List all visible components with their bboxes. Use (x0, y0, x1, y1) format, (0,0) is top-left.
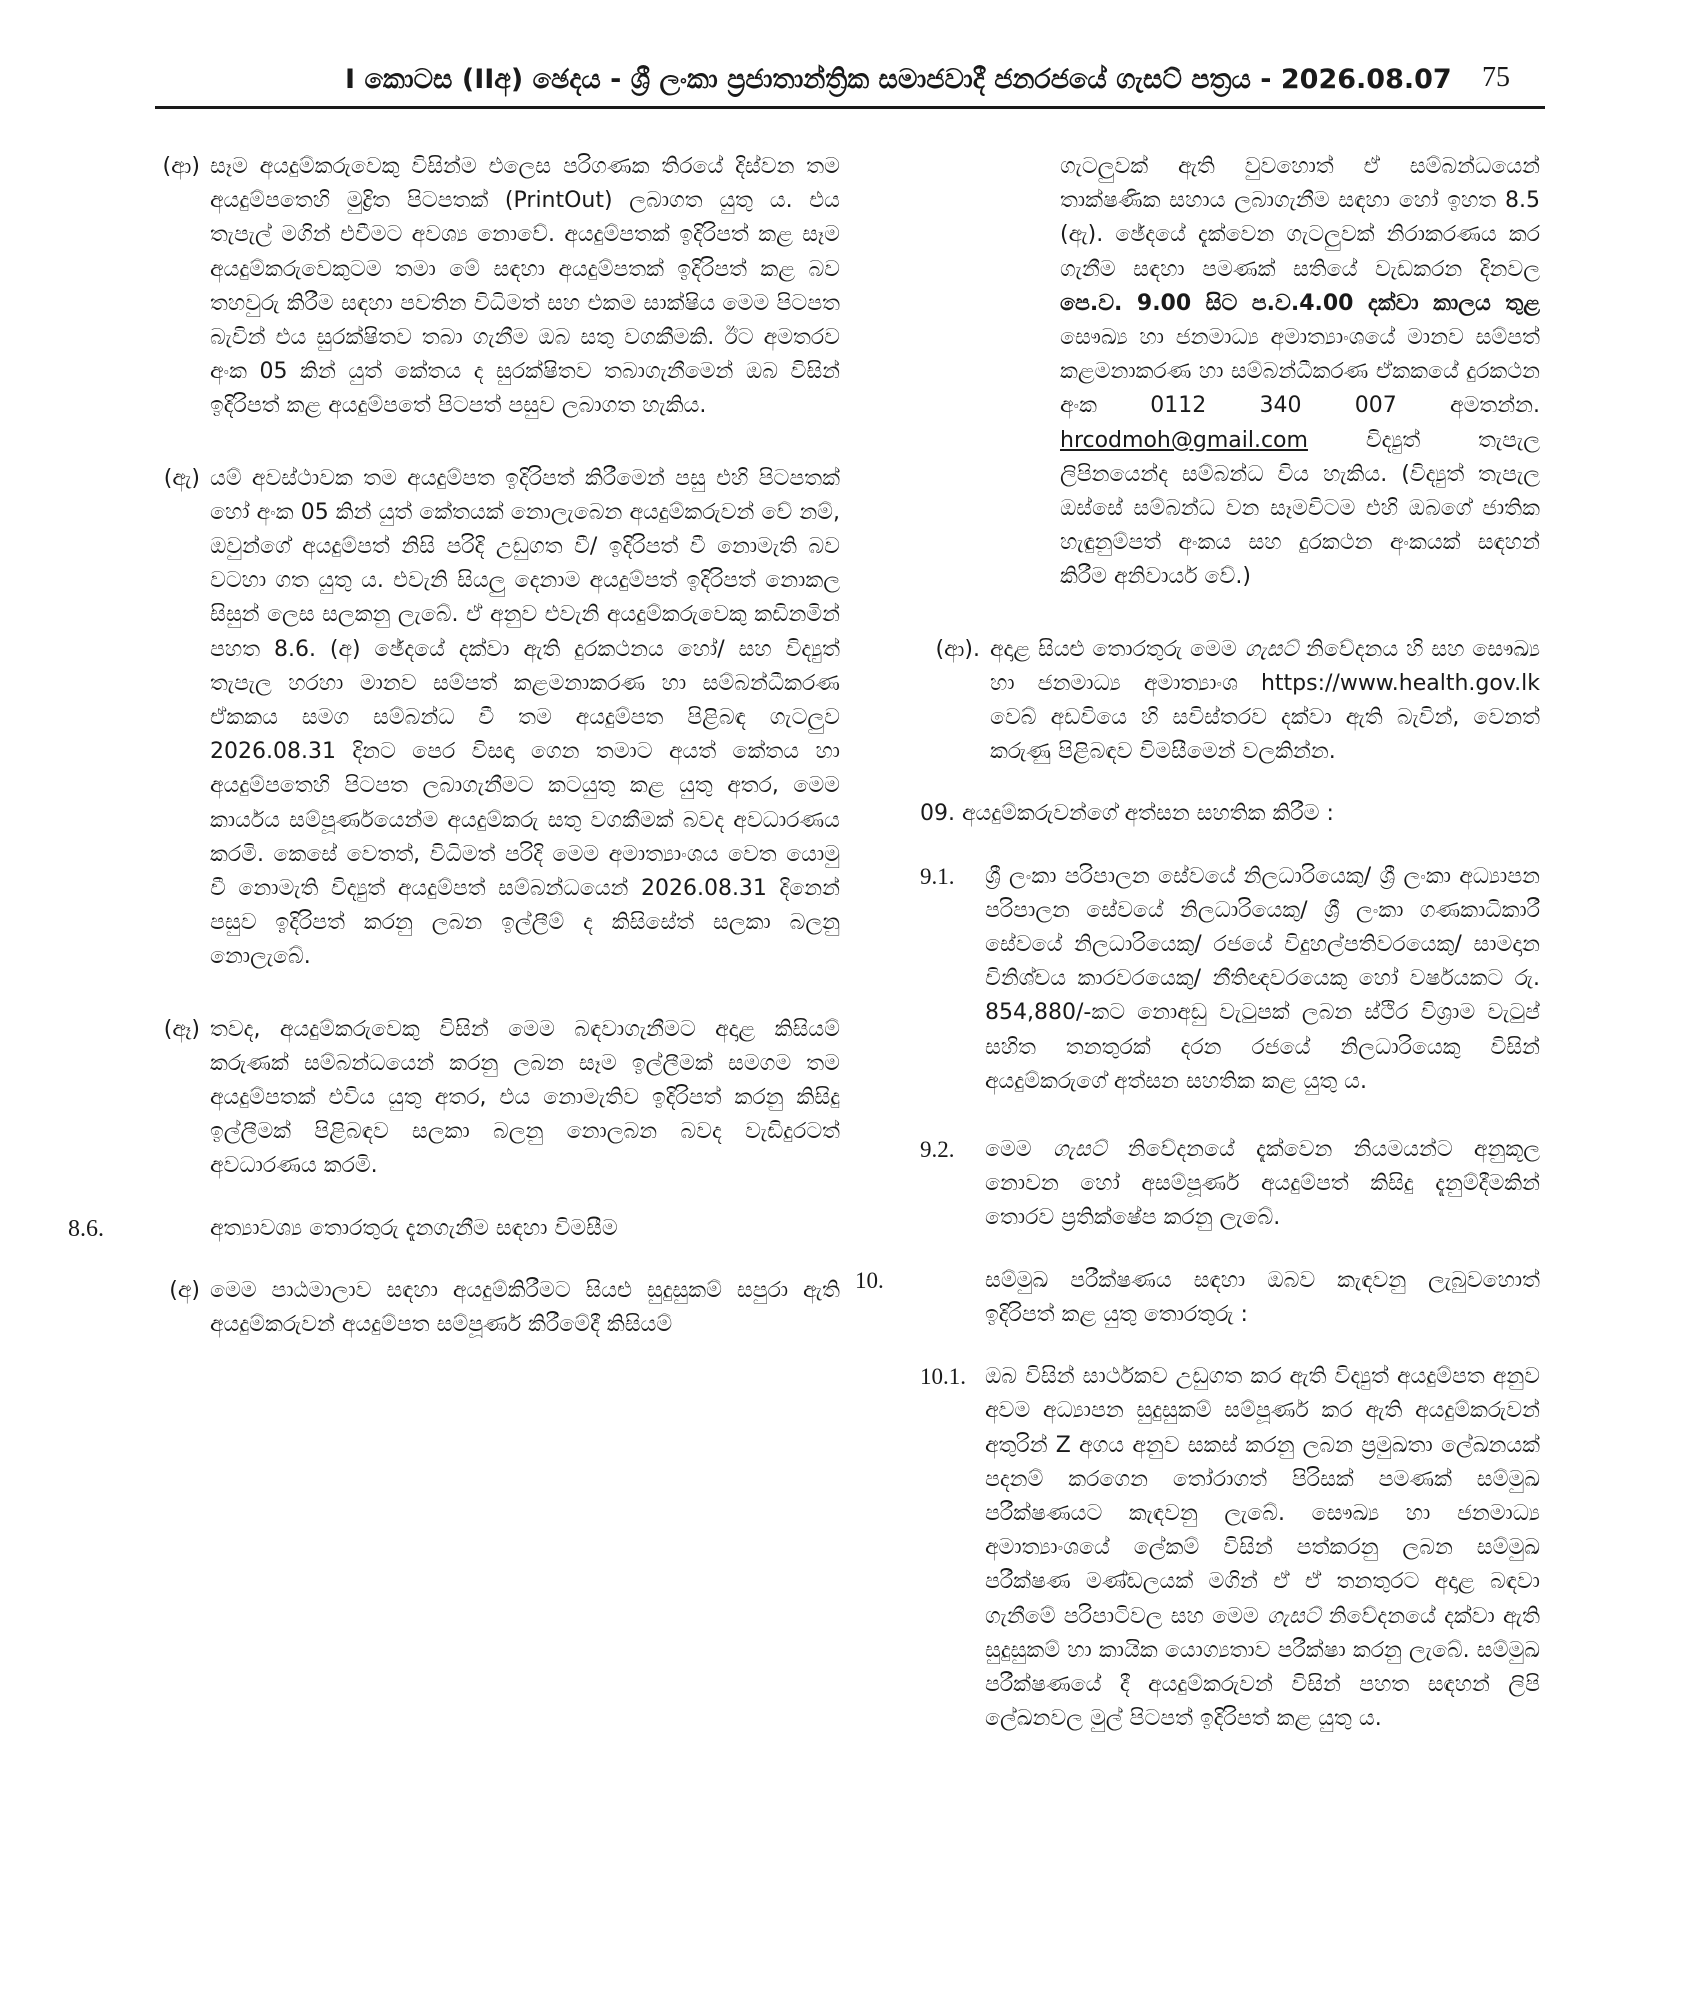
section-title: අත්‍යාවශ්‍ය තොරතුරු දැනගැනීම සඳහා විමසීම (210, 1215, 618, 1241)
section-number: 8.6. (68, 1215, 104, 1242)
clause-label: (ඈ) (163, 1016, 200, 1042)
text-run: මෙම (985, 1137, 1053, 1163)
item-text: ශ්‍රී ලංකා පරිපාලන සේවයේ නිලධාරියෙකු/ ශ්‍රී ලංකා අධ්‍යාපන පරිපාලන සේවයේ නිලධාරියෙකු/ ශ්‍රී ලංකා ගණකාධිකාරී සේවයේ නිලධාරියෙකු/ රජයේ විදුහල්පතිවරයෙකු/ සාමදාන විනිශ්චය කාරවරයෙකු/ නීතිඥවරයෙකු හෝ වර්ෂයකට රු. 854,880/-කට නොඅඩු වැටුපක් ලබන ස්ථිර විශ්‍රාම වැටුප් සහිත තනතුරක් දරන රජයේ නිලධාරියෙකු විසින් අයදුම්කරුගේ අත්සන සහතික කළ යුතු ය. (985, 863, 1540, 1094)
clause-label: (ආ) (162, 154, 200, 179)
section-number: 10. (855, 1267, 884, 1293)
clause-text: මෙම පාඨමාලාව සඳහා අයදුම්කිරීමට සියළු සුදුසුකම් සපුරා ඇති අයදුම්කරුවන් අයදුම්පත සම්පූර්ණ කිරීමේදී කිසියම් (210, 1277, 840, 1338)
clause-ae (125, 462, 840, 975)
section-10 (855, 1264, 1540, 1332)
clause-label: (ආ). (935, 636, 980, 662)
gazette-header (155, 60, 1545, 109)
left-column (68, 150, 840, 1342)
text-run: සෞඛ්‍ය හා ජනමාධ්‍ය අමාත්‍යාංශයේ මානව සම්පත් කළමනාකරණ හා සම්බන්ධීකරණ ඒකකයේ දුරකථන අංක 0112 340 007 අමතන්න. (1060, 325, 1540, 419)
item-number: 9.2. (920, 1137, 955, 1163)
item-text (985, 1133, 1540, 1236)
text-run: ගැටලුවක් ඇති වුවහොත් ඒ සම්බන්ධයෙන් තාක්ෂණික සහාය ලබාගැනීම සඳහා හෝ ඉහත 8.5 (ඇ). ඡේදයේ දැක්වෙන ගැටලුවක් නිරාකරණය කර ගැනීම සඳහා පමණක් සතියේ වැඩකරන දිනවල (1060, 154, 1540, 282)
item-9-1 (920, 860, 1540, 1099)
clause-label: (අ) (169, 1277, 200, 1303)
text-run: නිවේදනයේ දැක්වෙන නියමයන්ට අනුකූල නොවන හෝ අසම්පූර්ණ අයදුම්පත් කිසිදු දැනුම්දීමකින් තොරව ප්‍රතික්ෂේප කරනු ලැබේ. (985, 1137, 1540, 1231)
header-title: I කොටස (IIඅ) ඡෙදය - ශ්‍රී ලංකා ප්‍රජාතාන්ත්‍රික සමාජවාදී ජනරජයේ ගැසට් පත්‍රය - 2026.08.07 (345, 64, 1452, 95)
section-09-heading: 09. අයදුම්කරුවන්ගේ අත්සන සහතික කිරීම : (920, 801, 1334, 827)
office-hours: පෙ.ව. 9.00 සිට ප.ව.4.00 දක්වා කාලය තුළ (1060, 290, 1540, 316)
text-run: විද්‍යුත් තැපැල ලිපිනයෙන්ද සම්බන්ධ විය හැකිය. (විද්‍යුත් තැපැල ඔස්සේ සම්බන්ධ වන සෑමවිටම එහි ඔබගේ ජාතික හැඳුනුම්පත් අංකය සහ දුරකථන අංකයක් සඳහන් කිරීම අනිවාර්ය වේ.) (1060, 427, 1540, 590)
continuation-paragraph (920, 150, 1540, 595)
right-column (855, 150, 1541, 1736)
section-title: සම්මුඛ පරීක්ෂණය සඳහා ඔබව කැඳවනු ලැබුවහොත් ඉදිරිපත් කළ යුතු තොරතුරු : (985, 1267, 1540, 1327)
clause-label: (ඇ) (163, 465, 200, 491)
clause-aa (125, 150, 840, 424)
clause-a (125, 1274, 840, 1342)
clause-ae2 (125, 1013, 840, 1184)
text-run: ඔබ විසින් සාර්ථකව උඩුගත කර ඇති විද්‍යුත් අයදුම්පත අනුව අවම අධ්‍යාපන සුදුසුකම් සම්පූර්ණ කර ඇති අයදුම්කරුවන් අතුරින් Z අගය අනුව සකස් කරනු ලබන ප්‍රමුඛතා ලේඛනයක් පදනම් කරගෙන තෝරාගත් පිරිසක් පමණක් සම්මුඛ පරීක්ෂණයට කැඳවනු ලැබේ. සෞඛ්‍ය හා ජනමාධ්‍ය අමාත්‍යාංශයේ ලේකම් විසින් පත්කරනු ලබන සම්මුඛ පරීක්ෂණ මණ්ඩලයක් මගින් ඒ ඒ තනතුරට අදාළ බඳවා ගැනීමේ පරිපාටිවල සහ මෙම (985, 1364, 1540, 1629)
item-9-2 (920, 1133, 1540, 1236)
item-number: 10.1. (920, 1364, 966, 1390)
clause-aa-right (920, 633, 1540, 770)
continuation-text (1060, 150, 1540, 595)
gazette-word: ගැසට් (1267, 1603, 1321, 1629)
clause-text (990, 633, 1540, 770)
text-run: අදාළ සියළු තොරතුරු මෙම (990, 636, 1245, 662)
item-10-1 (920, 1360, 1540, 1736)
clause-text: යම් අවස්ථාවක තම අයදුම්පත ඉදිරිපත් කිරීමෙන් පසු එහි පිටපතක් හෝ අංක 05 කින් යුත් කේතයක් නොලැබෙන අයදුම්කරුවන් වේ නම්, ඔවුන්ගේ අයදුම්පත් නිසි පරිදි උඩුගත වී/ ඉදිරිපත් වී නොමැති බව වටහා ගත යුතු ය. එවැනි සියලු දෙනාම අයදුම්පත් ඉදිරිපත් නොකල සිසුන් ලෙස සලකනු ලැබේ. ඒ අනුව එවැනි අයදුම්කරුවෙකු කඩිනමින් පහත 8.6. (අ) ඡේදයේ දක්වා ඇති දුරකථනය හෝ/ සහ විද්‍යුත් තැපැල හරහා මානව සම්පත් කළමනාකරණ හා සම්බන්ධීකරණ ඒකකය සමග සම්බන්ධ වී තම අයදුම්පත පිළිබඳ ගැටලුව 2026.08.31 දිනට පෙර විසඳා ගෙන තමාට අයත් කේතය හා අයදුම්පතෙහි පිටපත ලබාගැනීමට කටයුතු කළ යුතු අතර, මෙම කාර්යය සම්පූර්ණයෙන්ම අයදුම්කරු සතු වගකීමක් බවද අවධාරණය කරමි. කෙසේ වෙතත්, විධිමත් පරිදි මෙම අමාත්‍යාංශය වෙත යොමු වී නොමැති විද්‍යුත් අයදුම්පත් සම්බන්ධයෙන් 2026.08.31 දිනෙන් පසුව ඉදිරිපත් කරනු ලබන ඉල්ලීම් ද කිසිසේත් සලකා බලනු නොලැබේ. (210, 465, 840, 970)
text-run: නිවේදනය හි සහ සෞඛ්‍ය හා ජනමාධ්‍ය අමාත්‍යාංශ https://www.health.gov.lk වෙබ් අඩවියෙ හි සවිස්තරව දක්වා ඇති බැවින්, වෙනත් කරුණු පිළිබඳව විමසීමෙන් වලකින්න. (990, 636, 1541, 765)
section-8-6 (68, 1212, 840, 1246)
text-run: නිවේදනයේ දක්වා ඇති සුදුසුකම් හා කායික යොග්‍යතාව පරීක්ෂා කරනු ලැබේ. සම්මුඛ පරීක්ෂණයේ දී අයදුම්කරුවන් විසින් පහත සඳහන් ලිපි ලේඛනවල මුල් පිටපත් ඉදිරිපත් කළ යුතු ය. (985, 1603, 1540, 1732)
clause-text: සෑම අයදුම්කරුවෙකු විසින්ම එලෙස පරිගණක තිරයේ දිස්වන තම අයදුම්පතෙහි මුද්‍රිත පිටපතක් (PrintOut) ලබාගත යුතු ය. එය තැපැල් මගින් එවීමට අවශ්‍ය නොවේ. අයදුම්පතක් ඉදිරිපත් කළ සෑම අයදුම්කරුවෙකුටම තමා මේ සඳහා අයදුම්පතක් ඉදිරිපත් කළ බව තහවුරු කිරීම සඳහා පවතින විධිමත් සහ එකම සාක්ෂිය මෙම පිටපත බැවින් එය සුරක්ෂිතව තබා ගැනීම ඔබ සතු වගකීමකි. ඊට අමතරව අංක 05 කින් යුත් කේතය ද සුරක්ෂිතව තබාගැනීමෙන් ඔබ විසින් ඉදිරිපත් කළ අයදුම්පතේ පිටපත් පසුව ලබාගත හැකිය. (210, 154, 840, 419)
gazette-word: ගැසට් (1052, 1137, 1107, 1163)
gazette-word: ගැසට් (1244, 636, 1299, 662)
page-number: 75 (1482, 62, 1510, 93)
clause-text: තවද, අයදුම්කරුවෙකු විසින් මෙම බඳවාගැනීමට අදාළ කිසියම් කරුණක් සම්බන්ධයෙන් කරනු ලබන සෑම ඉල්ලීමක් සමගම තම අයදුම්පතක් එවිය යුතු අතර, එය නොමැතිව ඉදිරිපත් කරනු කිසිදු ඉල්ලීමක් පිළිබඳව සලකා බලනු නොලබන බවද වැඩිදුරටත් අවධාරණය කරමි. (210, 1016, 840, 1179)
email-link[interactable]: hrcodmoh@gmail.com (1060, 427, 1308, 453)
item-number: 9.1. (920, 863, 955, 889)
item-text (985, 1360, 1540, 1736)
